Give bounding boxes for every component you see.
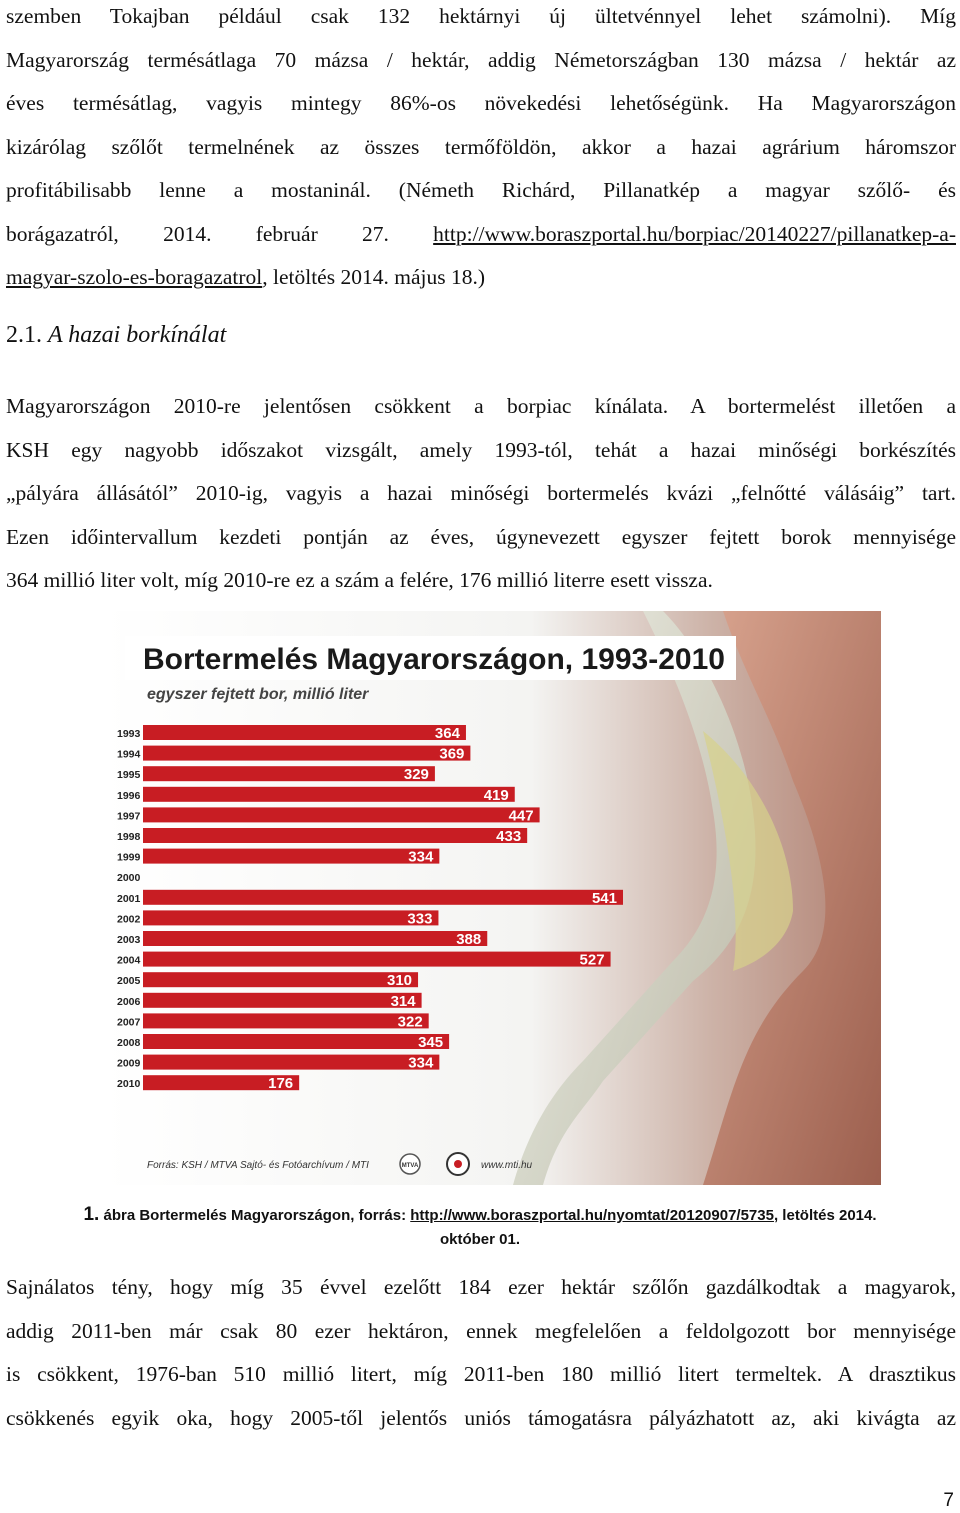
chart-title: Bortermelés Magyarországon, 1993-2010	[143, 643, 725, 676]
bar-chart	[103, 611, 881, 1185]
caption-line-2: október 01.	[439, 1231, 521, 1248]
text-line: „pályára állásától” 2010-ig, vagyis a hazai minőségi bortermelés kvázi „felnőtté válásáig” tart.	[6, 481, 956, 505]
paragraph-3	[6, 1266, 956, 1440]
year-label: 2006	[117, 995, 141, 1008]
text-line: profitábilisabb lenne a mostaninál. (Németh Richárd, Pillanatkép a magyar szőlő- és	[6, 178, 956, 202]
year-label: 1996	[117, 789, 141, 802]
bar-value-label: 314	[390, 992, 416, 1010]
text-line: Magyarországon 2010-re jelentősen csökkent a borpiac kínálata. A bortermelést illetően a	[6, 394, 956, 418]
caption-text: ábra Bortermelés Magyarországon, forrás:	[99, 1207, 411, 1224]
caption-link[interactable]: http://www.boraszportal.hu/nyomtat/20120907/5735	[410, 1207, 774, 1224]
text-line: Sajnálatos tény, hogy míg 35 évvel ezelőtt 184 ezer hektár szőlőn gazdálkodtak a magyarok,	[6, 1275, 956, 1299]
text-line: is csökkent, 1976-ban 510 millió litert, míg 2011-ben 180 millió litert termeltek. A drasztikus	[6, 1362, 956, 1386]
text-line-with-link	[6, 256, 956, 300]
bar	[143, 931, 487, 946]
caption-number: 1.	[83, 1204, 100, 1225]
heading-text: A hazai borkínálat	[48, 322, 227, 348]
year-label: 1994	[117, 748, 141, 761]
bar	[143, 1013, 429, 1031]
text-line: szemben Tokajban például csak 132 hektárnyi új ültetvénnyel lehet számolni). Míg	[6, 4, 956, 28]
text-line-with-link	[6, 213, 956, 257]
logo-text: MTVA	[401, 1163, 419, 1169]
source-link-continued[interactable]: magyar-szolo-es-boragazatrol	[6, 265, 263, 289]
text-line: éves termésátlag, vagyis mintegy 86%-os növekedési lehetőségünk. Ha Magyarországon	[6, 91, 956, 115]
page-number: 7	[943, 1490, 954, 1511]
text-span: borágazatról, 2014. február 27.	[6, 221, 389, 246]
bar-value-label: 176	[268, 1075, 294, 1093]
bar-value-label: 364	[434, 725, 460, 742]
bar-value-label: 333	[407, 910, 433, 928]
caption-text-after: , letöltés 2014.	[773, 1207, 877, 1224]
text-line: 364 millió liter volt, míg 2010-re ez a szám a felére, 176 millió literre esett vissza.	[6, 568, 713, 592]
mti-logo-dot-icon	[454, 1160, 462, 1168]
bar-value-label: 329	[403, 766, 429, 784]
bar-value-label: 419	[483, 786, 509, 804]
bar	[143, 910, 438, 928]
text-line: kizárólag szőlőt termelnének az összes termőföldön, akkor a hazai agrárium háromszor	[6, 134, 956, 159]
bar	[143, 766, 435, 784]
text-line: Ezen időintervallum kezdeti pontján az éves, úgynevezett egyszer fejtett borok mennyisége	[6, 524, 956, 549]
year-label: 1993	[117, 728, 141, 740]
bar	[143, 993, 422, 1008]
bar-value-label: 527	[579, 951, 605, 969]
bar-value-label: 388	[456, 931, 482, 948]
bar	[143, 807, 540, 825]
year-label: 2002	[117, 913, 141, 926]
bar	[143, 828, 527, 843]
year-label: 2000	[117, 872, 141, 885]
bar-value-label: 334	[408, 1054, 434, 1072]
bar-value-label: 369	[439, 745, 465, 763]
year-label: 1999	[117, 851, 141, 864]
bar-value-label: 310	[387, 972, 413, 990]
bar	[143, 725, 466, 740]
chart-subtitle: egyszer fejtett bor, millió liter	[147, 686, 369, 703]
text-line: addig 2011-ben már csak 80 ezer hektáron, ennek megfelelően a feldolgozott bor mennyisége	[6, 1318, 956, 1343]
bar	[143, 746, 470, 761]
text-line: csökkenés egyik oka, hogy 2005-től jelentős uniós támogatásra pályázhatott az, aki kivágta az	[6, 1405, 956, 1430]
bar-value-label: 322	[397, 1013, 423, 1031]
caption-line-1	[0, 1203, 960, 1228]
bar	[143, 849, 439, 864]
year-label: 1995	[117, 769, 141, 782]
year-label: 1998	[117, 831, 141, 843]
bar	[143, 1055, 439, 1070]
figure-source: Forrás: KSH / MTVA Sajtó- és Fotóarchívum / MTI	[147, 1160, 369, 1171]
year-label: 1997	[117, 810, 141, 823]
figure-url: www.mti.hu	[481, 1160, 533, 1171]
text-line: KSH egy nagyobb időszakot vizsgált, amely 1993-tól, tehát a hazai minőségi borkészítés	[6, 437, 956, 462]
bar-value-label: 345	[418, 1034, 444, 1051]
bar	[143, 1034, 449, 1049]
bar	[143, 972, 418, 990]
text-line: Magyarország termésátlaga 70 mázsa / hektár, addig Németországban 130 mázsa / hektár az	[6, 47, 956, 72]
year-label: 2007	[117, 1016, 141, 1029]
year-label: 2009	[117, 1057, 141, 1070]
bar-value-label: 541	[591, 889, 617, 907]
section-heading	[6, 322, 226, 349]
heading-number: 2.1.	[6, 322, 42, 348]
chart-figure	[103, 611, 881, 1185]
paragraph-1	[6, 0, 956, 300]
year-label: 2001	[117, 892, 141, 905]
year-label: 2004	[117, 954, 141, 967]
bar	[143, 787, 515, 802]
bar-value-label: 334	[408, 848, 434, 866]
year-label: 2010	[117, 1078, 141, 1091]
bar-value-label: 433	[496, 828, 522, 845]
paragraph-2	[6, 385, 956, 603]
source-link[interactable]: http://www.boraszportal.hu/borpiac/20140227/pillanatkep-a-	[433, 221, 956, 246]
bar	[143, 952, 611, 967]
year-label: 2008	[117, 1037, 141, 1049]
year-label: 2003	[117, 934, 141, 946]
figure-caption	[0, 1203, 960, 1252]
bar-value-label: 447	[508, 807, 534, 825]
text-span: , letöltés 2014. május 18.)	[262, 265, 485, 289]
bar	[143, 890, 623, 905]
year-label: 2005	[117, 975, 141, 988]
